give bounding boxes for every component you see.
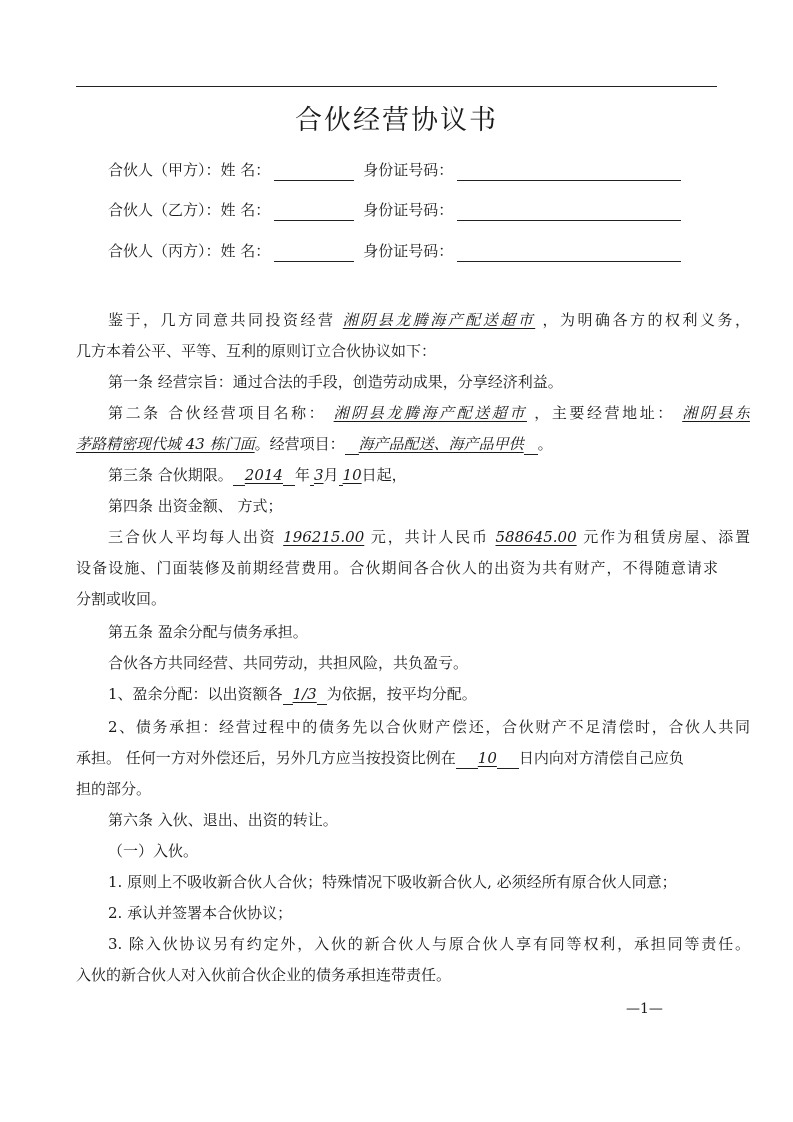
- month-unit: 月: [323, 466, 339, 484]
- party-b-id-label: 身份证号码：: [363, 201, 454, 219]
- article-3-label: 第三条 合伙期限。: [108, 466, 233, 484]
- preamble-line-2: 几方本着公平、平等、互利的原则订立合伙协议如下：: [76, 342, 437, 360]
- period: 。: [537, 435, 553, 453]
- underline-pad: [317, 688, 327, 705]
- party-b-row: [108, 199, 681, 221]
- article-6-item-1: 1. 原则上不吸收新合伙人合伙；特殊情况下吸收新合伙人, 必须经所有原合伙人同意；: [108, 873, 677, 891]
- document-title: 合伙经营协议书: [295, 105, 498, 136]
- debt-text: 承担。 任何一方对外偿还后，另外几方应当按投资比例在: [76, 749, 456, 767]
- start-month: 3: [313, 466, 324, 484]
- day-unit: 日起，: [361, 466, 407, 484]
- profit-ratio: 1/3: [292, 685, 317, 703]
- article-6-item-3-line-1: 3. 除入伙协议另有约定外，入伙的新合伙人与原合伙人享有同等权利，承担同等责任。: [108, 935, 750, 953]
- profit-distribution-label: 1、盈余分配：以出资额各: [108, 685, 283, 703]
- repayment-days: 10: [477, 749, 497, 767]
- total-contribution-amount: 588645.00: [495, 528, 577, 546]
- address-label: ，主要经营地址：: [534, 404, 675, 422]
- address-part-2: 茅路精密现代城 43 栋门面: [76, 435, 255, 453]
- article-6-title: 第六条 入伙、退出、出资的转让。: [108, 811, 338, 829]
- each-contribution-amount: 196215.00: [283, 528, 365, 546]
- article-3: [76, 464, 750, 486]
- business-items: 海产品配送、海产品甲供: [358, 435, 524, 453]
- preamble-line-1: [76, 309, 750, 331]
- article-2-line-2: [76, 433, 718, 455]
- debt-text-after: 日内向对方清偿自己应负: [518, 749, 684, 767]
- project-name: 湘阴县龙腾海产配送超市: [333, 404, 527, 422]
- party-c-name-blank[interactable]: [274, 244, 354, 262]
- party-b-name-blank[interactable]: [274, 203, 354, 221]
- page-number: —1—: [626, 1001, 663, 1017]
- article-2-label: 第二条 合伙经营项目名称：: [108, 404, 327, 422]
- start-day: 10: [342, 466, 362, 484]
- preamble-text-after: ，为明确各方的权利义务，: [542, 311, 750, 329]
- underline-pad: [283, 469, 295, 486]
- contribution-purpose: 元作为租赁房屋、添置: [583, 528, 750, 546]
- profit-distribution-rest: 为依据，按平均分配。: [326, 685, 477, 703]
- start-year: 2014: [244, 466, 283, 484]
- underline-pad: [456, 752, 478, 769]
- contribution-label: 三合伙人平均每人出资: [108, 528, 277, 546]
- address-part-1: 湘阴县东: [682, 404, 750, 422]
- year-unit: 年: [294, 466, 310, 484]
- article-5-title: 第五条 盈余分配与债务承担。: [108, 623, 308, 641]
- article-5-intro: 合伙各方共同经营、共同劳动，共担风险，共负盈亏。: [108, 654, 469, 672]
- party-c-id-label: 身份证号码：: [363, 242, 454, 260]
- total-label: 元，共计人民币: [370, 528, 489, 546]
- party-c-id-blank[interactable]: [457, 244, 681, 262]
- party-c-label: 合伙人（丙方）：姓 名：: [108, 242, 271, 260]
- article-6-subsection-1: （一）入伙。: [108, 842, 199, 860]
- article-4-title: 第四条 出资金额、 方式；: [108, 497, 283, 515]
- preamble-text: 鉴于，几方同意共同投资经营: [108, 311, 336, 329]
- article-5-item-2-line-2: [76, 747, 718, 769]
- article-4-line-3: 分割或收回。: [76, 590, 167, 608]
- items-label: 。经营项目：: [254, 435, 345, 453]
- party-c-row: [108, 240, 681, 262]
- underline-pad: [233, 469, 245, 486]
- article-4-line-1: [76, 526, 750, 548]
- party-a-name-blank[interactable]: [274, 163, 354, 181]
- article-5-item-2-line-1: 2、债务承担：经营过程中的债务先以合伙财产偿还，合伙财产不足清偿时，合伙人共同: [108, 718, 750, 736]
- party-a-id-label: 身份证号码：: [363, 161, 454, 179]
- article-2-line-1: [76, 402, 750, 424]
- underline-pad: [283, 688, 293, 705]
- article-4-line-2: 设备设施、门面装修及前期经营费用。合伙期间各合伙人的出资为共有财产，不得随意请求: [76, 559, 718, 577]
- underline-pad: [497, 752, 519, 769]
- header-rule: [76, 86, 717, 87]
- article-5-item-2-line-3: 担的部分。: [76, 780, 152, 798]
- party-b-id-blank[interactable]: [457, 203, 681, 221]
- article-1: 第一条 经营宗旨：通过合法的手段，创造劳动成果，分享经济利益。: [108, 373, 563, 391]
- article-5-item-1: [76, 683, 750, 705]
- party-a-id-blank[interactable]: [457, 163, 681, 181]
- article-6-item-3-line-2: 入伙的新合伙人对入伙前合伙企业的债务承担连带责任。: [76, 966, 452, 984]
- article-6-item-2: 2. 承认并签署本合伙协议；: [108, 904, 293, 922]
- party-a-row: [108, 159, 681, 181]
- underline-pad: [524, 438, 538, 455]
- party-b-label: 合伙人（乙方）：姓 名：: [108, 201, 271, 219]
- party-a-label: 合伙人（甲方）：姓 名：: [108, 161, 271, 179]
- business-name: 湘阴县龙腾海产配送超市: [342, 311, 536, 329]
- underline-pad: [345, 438, 359, 455]
